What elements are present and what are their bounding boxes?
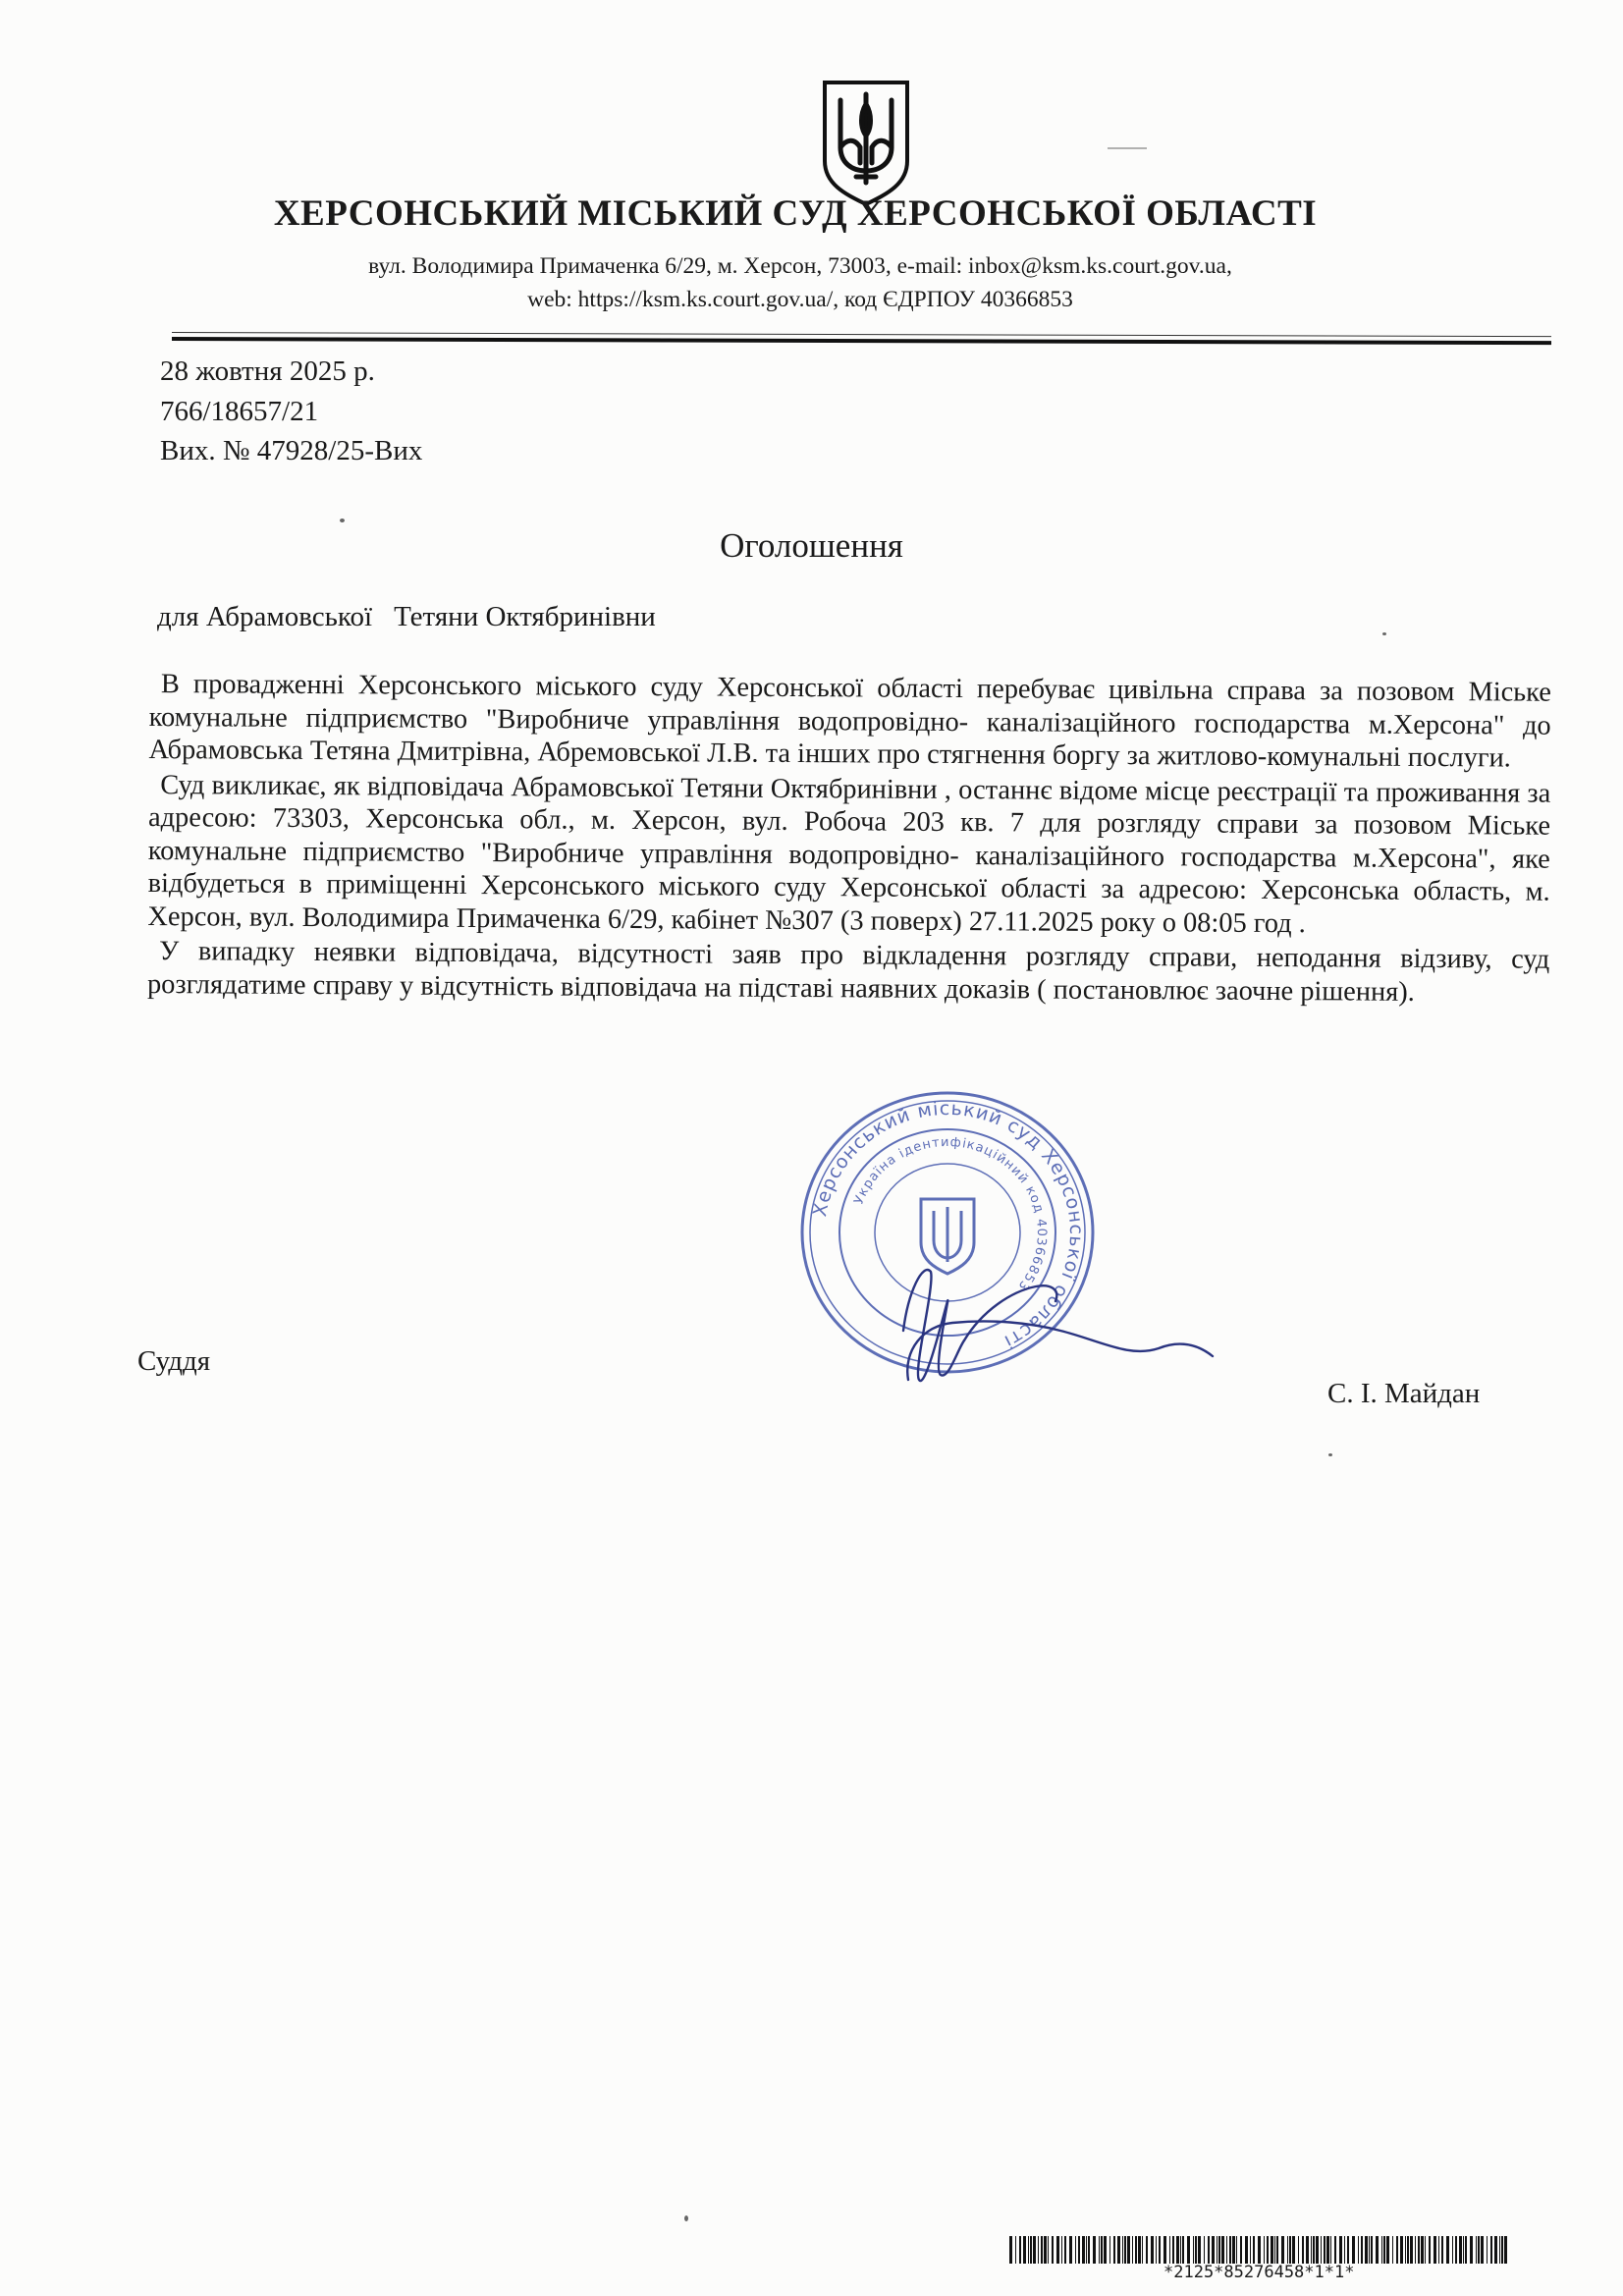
barcode-bar: [1446, 2236, 1449, 2264]
barcode-bar: [1146, 2236, 1148, 2264]
barcode-bar: [1352, 2236, 1355, 2264]
barcode-bar: [1481, 2236, 1484, 2264]
barcode-bar: [1365, 2236, 1368, 2264]
barcode-bar: [1101, 2236, 1103, 2264]
barcode-bar: [1033, 2236, 1036, 2264]
body-paragraph-2: Суд викликає, як відповідача Абрамовської Тетяни Октябринівни , останнє відоме місце реєстрації та проживання за адресою: 73303, Херсонська обл., м. Херсон, вул. Робоча 203 кв. 7 для розгляду справи за позовом Міське комунальне підприємство "Виробниче управління водопровідно- каналізаційного господарства м.Херсона", яке відбудеться в приміщенні Херсонського міського суду Херсонської області за адресою: Херсонська область, м. Херсон, вул. Володимира Примаченка 6/29, кабінет №307 (3 поверх) 27.11.2025 року о 08:05 год .: [147, 769, 1551, 939]
outgoing-number: Вих. № 47928/25-Вих: [160, 435, 423, 466]
barcode-bar: [1499, 2236, 1500, 2264]
barcode-bar: [1075, 2236, 1076, 2264]
barcode-bar: [1470, 2236, 1473, 2264]
barcode-bar: [1221, 2236, 1224, 2264]
barcode-bar: [1463, 2236, 1464, 2264]
barcode-bar: [1240, 2236, 1242, 2264]
barcode-bar: [1281, 2236, 1284, 2264]
barcode-bar: [1287, 2236, 1288, 2264]
barcode-bar: [1321, 2236, 1322, 2264]
barcode-bar: [1245, 2236, 1248, 2264]
barcode-bar: [1151, 2236, 1154, 2264]
barcode-bar: [1195, 2236, 1197, 2264]
barcode-bar: [1311, 2236, 1312, 2264]
barcode-bar: [1418, 2236, 1420, 2264]
barcode-bar: [1093, 2236, 1096, 2264]
barcode-bar: [1176, 2236, 1179, 2264]
barcode-bar: [1182, 2236, 1184, 2264]
barcode-bar: [1434, 2236, 1436, 2264]
recipient-prefix: для Абрамовської: [157, 601, 373, 632]
barcode-bar: [1122, 2236, 1123, 2264]
barcode-bar: [1326, 2236, 1329, 2264]
barcode-bar: [1347, 2236, 1349, 2264]
barcode-bar: [1289, 2236, 1291, 2264]
barcode-bar: [1204, 2236, 1205, 2264]
stamp-inner-text: Україна ідентифікаційний код 40366853: [851, 1134, 1050, 1294]
barcode-bar: [1429, 2236, 1431, 2264]
barcode-bar: [1324, 2236, 1325, 2264]
barcode-bar: [1459, 2236, 1462, 2264]
court-address: вул. Володимира Примаченка 6/29, м. Херсон, 73003, e-mail: inbox@ksm.ks.court.gov.ua,: [368, 253, 1232, 279]
barcode-bar: [1208, 2236, 1210, 2264]
barcode-bar: [1019, 2236, 1021, 2264]
barcode-bar: [1358, 2236, 1359, 2264]
barcode-bar: [1015, 2236, 1016, 2264]
header-rule-thin: [172, 332, 1551, 337]
barcode-bar: [1330, 2236, 1331, 2264]
barcode-bar: [1250, 2236, 1251, 2264]
barcode-bar: [1099, 2236, 1100, 2264]
barcode-bar: [1298, 2236, 1299, 2264]
barcode-bar: [1253, 2236, 1255, 2264]
barcode-bar: [1127, 2236, 1130, 2264]
barcode-bar: [1465, 2236, 1467, 2264]
barcode-bar: [1187, 2236, 1190, 2264]
barcode-bar: [1476, 2236, 1477, 2264]
scan-speck: [1328, 1453, 1332, 1456]
barcode-bar: [1180, 2236, 1181, 2264]
barcode-bar: [1425, 2236, 1426, 2264]
barcode-bar: [1421, 2236, 1424, 2264]
barcode-bar: [1009, 2236, 1012, 2264]
barcode-bar: [1396, 2236, 1398, 2264]
barcode-bar: [1316, 2236, 1319, 2264]
barcode-bar: [1030, 2236, 1032, 2264]
barcode-bar: [1236, 2236, 1237, 2264]
barcode-bar: [1048, 2236, 1049, 2264]
barcode-bar: [1334, 2236, 1336, 2264]
barcode-bar: [1113, 2236, 1115, 2264]
barcode-bar: [1104, 2236, 1107, 2264]
barcode-bar: [1501, 2236, 1503, 2264]
barcode-bar: [1212, 2236, 1215, 2264]
barcode-bar: [1490, 2236, 1492, 2264]
barcode-bar: [1163, 2236, 1166, 2264]
judge-label: Суддя: [137, 1345, 211, 1377]
barcode-bar: [1339, 2236, 1342, 2264]
barcode-text: *2125*85276458*1*1*: [1163, 2263, 1355, 2282]
barcode-bar: [1392, 2236, 1393, 2264]
document-date: 28 жовтня 2025 р.: [160, 355, 375, 387]
document-barcode: [1009, 2236, 1510, 2264]
barcode-bar: [1415, 2236, 1416, 2264]
barcode-bar: [1124, 2236, 1126, 2264]
barcode-bar: [1041, 2236, 1043, 2264]
barcode-bar: [1376, 2236, 1379, 2264]
recipient-name: Тетяни Октябринівни: [394, 601, 656, 632]
barcode-bar: [1132, 2236, 1133, 2264]
barcode-bar: [1292, 2236, 1295, 2264]
barcode-bar: [1369, 2236, 1370, 2264]
barcode-bar: [1086, 2236, 1087, 2264]
barcode-bar: [1198, 2236, 1201, 2264]
barcode-bar: [1371, 2236, 1373, 2264]
barcode-bar: [1400, 2236, 1403, 2264]
barcode-bar: [1383, 2236, 1385, 2264]
barcode-bar: [1494, 2236, 1497, 2264]
barcode-bar: [1135, 2236, 1137, 2264]
barcode-bar: [1069, 2236, 1072, 2264]
barcode-bar: [1061, 2236, 1062, 2264]
scan-speck: [1108, 147, 1147, 149]
header-rule-thick: [172, 337, 1551, 345]
barcode-bar: [1344, 2236, 1345, 2264]
barcode-bar: [1082, 2236, 1085, 2264]
handwritten-signature: [864, 1232, 1227, 1409]
barcode-bar: [1117, 2236, 1120, 2264]
judge-name: С. І. Майдан: [1327, 1378, 1481, 1409]
barcode-bar: [1313, 2236, 1315, 2264]
scan-speck: [684, 2215, 688, 2221]
barcode-bar: [1078, 2236, 1080, 2264]
barcode-bar: [1232, 2236, 1235, 2264]
barcode-bar: [1274, 2236, 1275, 2264]
barcode-bar: [1264, 2236, 1265, 2264]
barcode-bar: [1410, 2236, 1413, 2264]
body-paragraph-3: У випадку неявки відповідача, відсутності заяв про відкладення розгляду справи, неподання відзиву, суд розглядатиме справу у відсутність відповідача на підставі наявних доказів ( постановлює заочне рішення).: [146, 936, 1550, 1008]
court-name: ХЕРСОНСЬКИЙ МІСЬКИЙ СУД ХЕРСОНСЬКОЇ ОБЛАСТІ: [273, 193, 1318, 234]
barcode-bar: [1258, 2236, 1261, 2264]
barcode-bar: [1156, 2236, 1157, 2264]
barcode-bar: [1044, 2236, 1047, 2264]
barcode-bar: [1405, 2236, 1406, 2264]
barcode-bar: [1452, 2236, 1453, 2264]
tryzub-emblem-icon: [817, 75, 915, 208]
barcode-bar: [1028, 2236, 1029, 2264]
barcode-bar: [1169, 2236, 1170, 2264]
barcode-bar: [1267, 2236, 1269, 2264]
announcement-body: [147, 668, 1551, 1010]
barcode-bar: [1109, 2236, 1110, 2264]
barcode-bar: [1142, 2236, 1143, 2264]
body-paragraph-1: В провадженні Херсонського міського суду Херсонської області перебуває цивільна справа за позовом Міське комунальне підприємство "Виробниче управління водопровідно- каналізаційного господарства м.Херсона" до Абрамовська Тетяна Дмитрівна, Абремовської Л.В. та інших про стягнення боргу за житлово-комунальні послуги.: [148, 669, 1551, 774]
barcode-bar: [1302, 2236, 1304, 2264]
barcode-bar: [1193, 2236, 1194, 2264]
court-web: web: https://ksm.ks.court.gov.ua/, код ЄДРПОУ 40366853: [527, 287, 1073, 312]
barcode-bar: [1138, 2236, 1141, 2264]
barcode-bar: [1504, 2236, 1507, 2264]
case-number: 766/18657/21: [160, 396, 319, 427]
barcode-bar: [1478, 2236, 1480, 2264]
barcode-bar: [1271, 2236, 1273, 2264]
recipient-line: [157, 601, 656, 633]
barcode-bar: [1306, 2236, 1309, 2264]
stamp-outer-text: Херсонський міський суд Херсонської області: [809, 1097, 1088, 1353]
barcode-bar: [1438, 2236, 1439, 2264]
barcode-bar: [1023, 2236, 1026, 2264]
barcode-bar: [1229, 2236, 1231, 2264]
barcode-bar: [1159, 2236, 1161, 2264]
barcode-bar: [1038, 2236, 1039, 2264]
barcode-bar: [1088, 2236, 1090, 2264]
barcode-bar: [1056, 2236, 1059, 2264]
barcode-bar: [1487, 2236, 1488, 2264]
barcode-bar: [1386, 2236, 1389, 2264]
document-title: Оголошення: [720, 526, 903, 565]
barcode-bar: [1226, 2236, 1227, 2264]
barcode-bar: [1361, 2236, 1363, 2264]
barcode-bar: [1441, 2236, 1443, 2264]
barcode-bar: [1381, 2236, 1382, 2264]
barcode-bar: [1455, 2236, 1457, 2264]
barcode-bar: [1172, 2236, 1174, 2264]
barcode-bar: [1407, 2236, 1409, 2264]
scan-speck: [1382, 632, 1386, 635]
barcode-bar: [1276, 2236, 1278, 2264]
scan-speck: [340, 519, 345, 522]
barcode-bar: [1064, 2236, 1066, 2264]
barcode-bar: [1052, 2236, 1054, 2264]
barcode-bar: [1218, 2236, 1220, 2264]
